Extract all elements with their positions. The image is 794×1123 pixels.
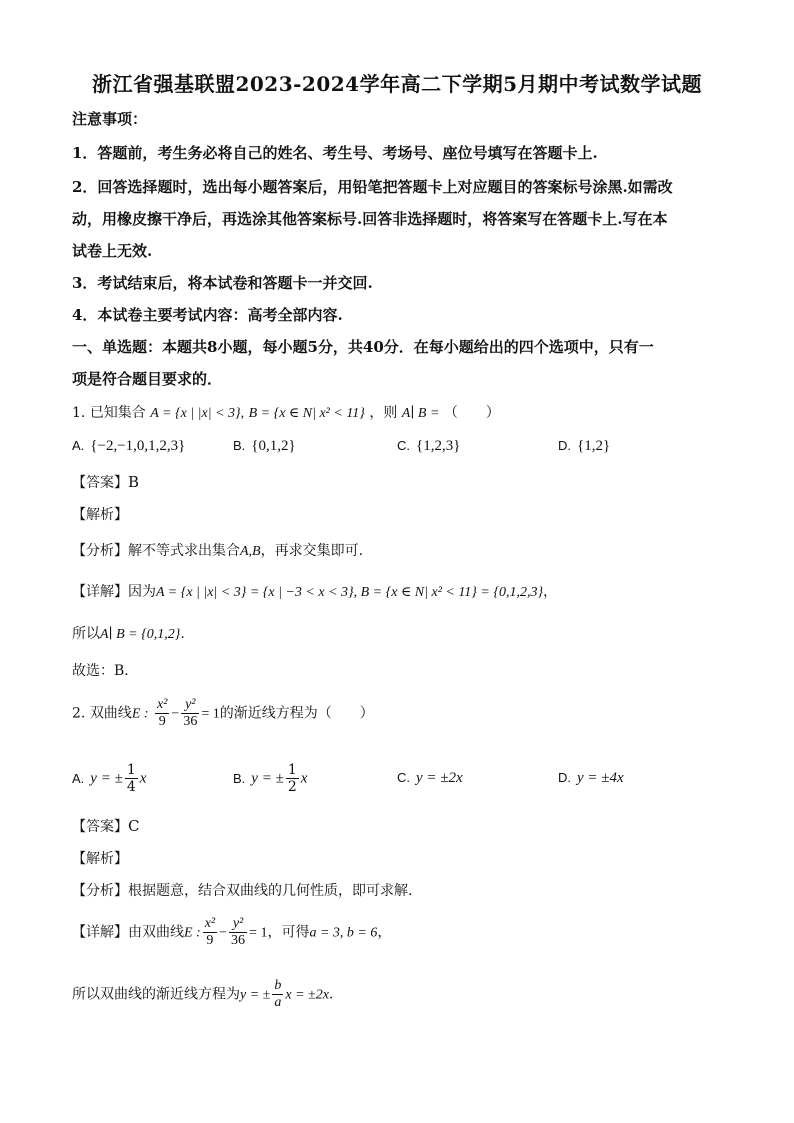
- notice-item-1: 1．答题前，考生务必将自己的姓名、考生号、考场号、座位号填写在答题卡上.: [72, 144, 598, 162]
- set-a: A = {x | |x| < 3}: [150, 406, 241, 421]
- q2-conclusion: 所以双曲线的渐近线方程为y = ± $\frac{b}{a}$ x = ±2x.: [72, 978, 334, 1011]
- q1-option-b: B. {0,1,2}: [233, 438, 296, 454]
- intersection-expression: A∣ B =: [401, 406, 440, 421]
- q2-option-c: C. y = ±2x: [397, 770, 463, 786]
- section-heading-line2: 项是符合题目要求的．: [72, 370, 223, 388]
- notice-item-2: 2．回答选择题时，选出每小题答案后，用铅笔把答题卡上对应题目的答案标号涂黑.如需改: [72, 178, 673, 196]
- q2-option-b: B. y = ± $\frac{1}{2}$ x: [233, 762, 308, 796]
- q2-option-a: A. y = ± $\frac{1}{4}$ x: [72, 762, 147, 796]
- notice-item-4: 4．本试卷主要考试内容：高考全部内容.: [72, 306, 343, 324]
- question-number: 1.: [72, 405, 86, 421]
- question-suffix: ，则: [369, 405, 398, 421]
- notice-item-3: 3．考试结束后，将本试卷和答题卡一并交回.: [72, 274, 373, 292]
- notice-item-2-end: 试卷上无效.: [72, 242, 153, 260]
- q2-detail: 【详解】由双曲线E : $\frac{\text{x²}}{9}$ − $\frac{\text{y²}}{36}$ = 1，可得a = 3, b = 6，: [72, 916, 392, 949]
- q1-option-d: D. {1,2}: [558, 438, 611, 454]
- q1-choose: 故选：B．: [72, 663, 139, 679]
- notice-heading: 注意事项：: [72, 110, 148, 128]
- question-2: 2. 双曲线E : $\frac{\text{x²}}{9}$ − $\frac{\text{y²}}{36}$ = 1的渐近线方程为（ ）: [72, 697, 374, 730]
- set-b: B = {x ∈ N| x² < 11}: [248, 406, 365, 421]
- q1-option-a: A. {−2,−1,0,1,2,3}: [72, 438, 186, 454]
- section-heading-line1: 一、单选题：本题共8小题，每小题5分，共40分．在每小题给出的四个选项中，只有一: [72, 338, 654, 356]
- answer-paren: （ ）: [443, 405, 500, 421]
- q2-answer: 【答案】C: [72, 817, 140, 835]
- q1-fenxi: 【分析】解不等式求出集合A,B，再求交集即可.: [72, 543, 364, 559]
- q2-option-d: D. y = ±4x: [558, 770, 624, 786]
- q1-detail: 【详解】因为A = {x | |x| < 3} = {x | −3 < x < 3}, B = {x ∈ N| x² < 11} = {0,1,2,3}，: [72, 584, 558, 600]
- q1-answer: 【答案】B: [72, 473, 140, 491]
- question-prefix: 已知集合: [89, 405, 146, 421]
- q1-jiexi: 【解析】: [72, 507, 128, 523]
- notice-item-2-cont: 动，用橡皮擦干净后，再选涂其他答案标号.回答非选择题时，将答案写在答题卡上.写在本: [72, 210, 668, 228]
- q1-option-c: C. {1,2,3}: [397, 438, 461, 454]
- question-1: 1. 已知集合 A = {x | |x| < 3}, B = {x ∈ N| x² < 11} ，则 A∣ B = （ ）: [72, 405, 500, 421]
- q1-conclusion: 所以A∣ B = {0,1,2}.: [72, 626, 185, 642]
- page-title: 浙江省强基联盟2023-2024学年高二下学期5月期中考试数学试题: [91, 72, 703, 96]
- q2-jiexi: 【解析】: [72, 851, 128, 867]
- q2-fenxi: 【分析】根据题意，结合双曲线的几何性质，即可求解.: [72, 883, 413, 899]
